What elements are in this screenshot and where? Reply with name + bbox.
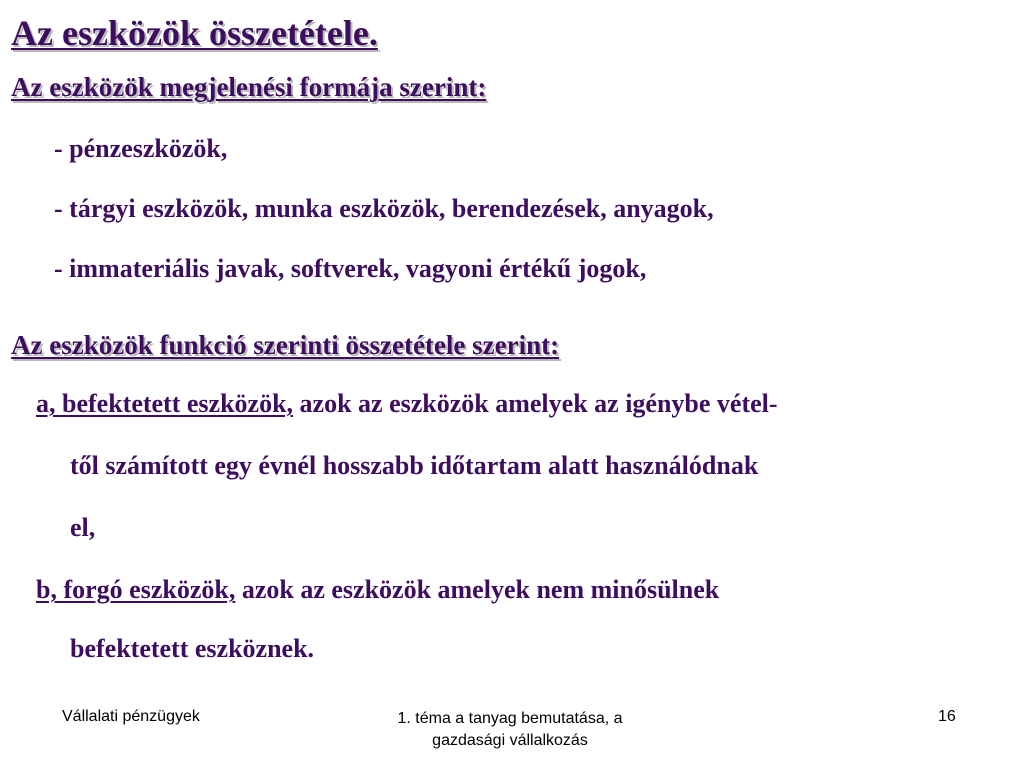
page-number: 16 (938, 708, 956, 725)
item-b-line-2: befektetett eszköznek. (70, 634, 315, 663)
footer-center-line-2: gazdasági vállalkozás (432, 732, 588, 749)
footer-center (340, 708, 680, 752)
footer-center-line-1: 1. téma a tanyag bemutatása, a (397, 710, 623, 727)
item-a-line-3: el, (70, 513, 96, 542)
section-heading-function: Az eszközök funkció szerinti összetétele szerint: (11, 330, 560, 360)
slide-title: Az eszközök összetétele. (11, 13, 378, 53)
term-current-assets: b, forgó eszközök, (36, 575, 236, 604)
item-b-line-1 (36, 575, 719, 605)
list-item: - pénzeszközök, (54, 134, 228, 163)
footer-left: Vállalati pénzügyek (62, 708, 200, 725)
item-b-text: azok az eszközök amelyek nem minősülnek (235, 575, 720, 604)
item-a-line-2: től számított egy évnél hosszabb időtartam alatt használódnak (70, 451, 759, 480)
list-item: - tárgyi eszközök, munka eszközök, berendezések, anyagok, (54, 194, 714, 223)
item-a-text: azok az eszközök amelyek az igénybe vétel- (293, 389, 778, 418)
section-heading-appearance: Az eszközök megjelenési formája szerint: (11, 72, 487, 102)
list-item: - immateriális javak, softverek, vagyoni értékű jogok, (54, 254, 647, 283)
item-a-line-1 (36, 389, 778, 419)
term-fixed-assets: a, befektetett eszközök, (36, 389, 294, 418)
